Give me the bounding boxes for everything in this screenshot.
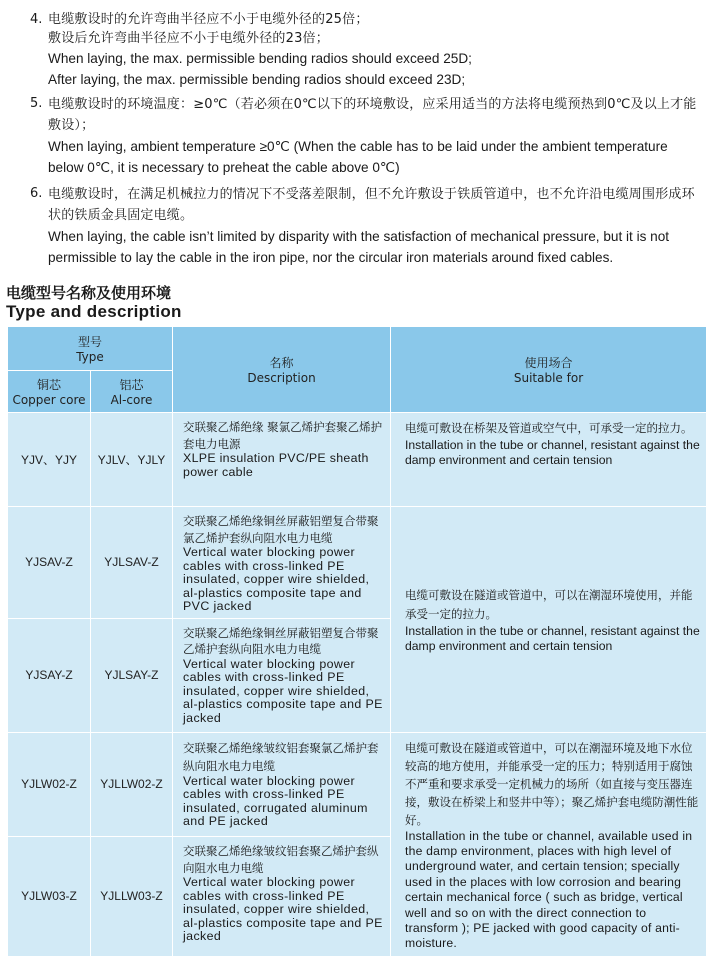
header-copper-core-zh: 铜芯 [36, 378, 61, 392]
note-number: 4. [30, 12, 43, 27]
copper-model: YJSAY-Z [8, 618, 91, 732]
copper-model: YJLW02-Z [8, 732, 91, 837]
description-en: XLPE insulation PVC/PE sheath power cable [183, 451, 369, 479]
note-text-en: After laying, the max. permissible bending radios should exceed 23D; [48, 72, 466, 87]
suitable-for-cell [391, 413, 707, 507]
installation-notes [0, 10, 710, 268]
suitable-for-zh: 电缆可敷设在隧道或管道中，可以在潮湿环境及地下水位较高的地方使用，并能承受一定的压力；特别适用于腐蚀不严重和要求承受一定机械力的场所（如直接与变压器连接，敷设在桥梁上和竖井中等）；聚乙烯护套电缆防潮性能好。 [405, 740, 699, 827]
note-5 [0, 94, 710, 178]
al-model: YJLSAY-Z [91, 618, 173, 732]
table-row [8, 507, 707, 619]
note-text-en: When laying, the cable isn’t limited by disparity with the satisfaction of mechanical pressure, but it is not permissible to lay the cable in the iron pipe, nor the circular iron materials around fixed cables. [48, 229, 670, 265]
description-zh: 交联聚乙烯绝缘皱纹铝套聚乙烯护套纵向阻水电力电缆 [183, 844, 379, 875]
header-al-core-en: Al-core [110, 393, 153, 407]
header-suitable-for-zh: 使用场合 [524, 356, 573, 370]
description-cell [173, 837, 391, 957]
type-description-table [7, 326, 707, 957]
al-model: YJLLW03-Z [91, 837, 173, 957]
note-text-zh: 电缆敷设时的环境温度：≥0℃（若必须在0℃以下的环境敷设，应采用适当的方法将电缆预热到0℃及以上才能敷设）； [48, 97, 697, 133]
note-text-zh: 敷设后允许弯曲半径应不小于电缆外径的23倍； [48, 31, 329, 46]
suitable-for-en: Installation in the tube or channel, available used in the damp environment, places with high level of underground water, and certain tension; specially used in the places with low corrosion and bearing certain mechanical force ( such as bridge, vertical well and so on with the direct connection to transform ); PE jacked with good capacity of anti-moisture. [405, 828, 693, 951]
header-description-en: Description [247, 371, 316, 385]
header-type [8, 327, 173, 371]
table-row [8, 732, 707, 837]
note-text-zh: 电缆敷设时，在满足机械拉力的情况下不受落差限制，但不允许敷设于铁质管道中，也不允许沿电缆周围形成环状的铁质金具固定电缆。 [48, 187, 695, 223]
description-cell [173, 507, 391, 619]
note-text-en: When laying, the max. permissible bending radios should exceed 25D; [48, 51, 472, 66]
description-en: Vertical water blocking power cables with cross-linked PE insulated, copper wire shielded, al-plastics composite tape and PE jacked [183, 656, 383, 725]
header-type-en: Type [76, 350, 104, 364]
table-row [8, 413, 707, 507]
description-cell [173, 413, 391, 507]
description-en: Vertical water blocking power cables with cross-linked PE insulated, copper wire shielded, al-plastics composite tape and PE jacked [183, 875, 383, 943]
description-en: Vertical water blocking power cables with cross-linked PE insulated, copper wire shielded, al-plastics composite tape and PVC jacked [183, 545, 370, 613]
note-text-zh: 电缆敷设时的允许弯曲半径应不小于电缆外径的25倍； [48, 12, 369, 27]
description-zh: 交联聚乙烯绝缘皱纹铝套聚氯乙烯护套纵向阻水电力电缆 [183, 740, 379, 773]
header-description [173, 327, 391, 413]
copper-model: YJV、YJY [8, 413, 91, 507]
header-suitable-for [391, 327, 707, 413]
section-title-zh: 电缆型号名称及使用环境 [6, 284, 172, 302]
description-cell [173, 732, 391, 837]
description-zh: 交联聚乙烯绝缘铜丝屏蔽铝塑复合带聚氯乙烯护套纵向阻水电力电缆 [183, 514, 379, 545]
copper-model: YJLW03-Z [8, 837, 91, 957]
header-type-zh: 型号 [77, 335, 102, 349]
suitable-for-zh: 电缆可敷设在隧道或管道中，可以在潮湿环境使用，并能承受一定的拉力。 [405, 588, 693, 622]
section-title [6, 284, 182, 322]
section-title-en: Type and description [6, 302, 182, 321]
suitable-for-zh: 电缆可敷设在桥架及管道或空气中，可承受一定的拉力。 [405, 421, 693, 435]
al-model: YJLLW02-Z [91, 732, 173, 837]
note-6 [0, 184, 710, 268]
suitable-for-cell [391, 507, 707, 733]
note-number: 6. [30, 186, 43, 201]
description-cell [173, 618, 391, 732]
description-zh: 交联聚乙烯绝缘铜丝屏蔽铝塑复合带聚乙烯护套纵向阻水电力电缆 [183, 625, 379, 656]
description-en: Vertical water blocking power cables with cross-linked PE insulated, corrugated aluminum and PE jacked [183, 773, 368, 828]
note-text-en: When laying, ambient temperature ≥0℃ (When the cable has to be laid under the ambient temperature below 0℃, it is necessary to preheat the cable above 0℃) [48, 139, 668, 175]
header-copper-core-en: Copper core [12, 393, 86, 407]
header-al-core-zh: 铝芯 [119, 378, 144, 392]
note-number: 5. [30, 96, 43, 111]
suitable-for-en: Installation in the tube or channel, resistant against the damp environment and certain tension [405, 624, 700, 654]
suitable-for-en: Installation in the tube or channel, resistant against the damp environment and certain tension [405, 438, 700, 467]
al-model: YJLSAV-Z [91, 507, 173, 619]
header-description-zh: 名称 [269, 356, 294, 370]
header-suitable-for-en: Suitable for [513, 371, 584, 385]
header-copper-core [8, 371, 91, 413]
header-al-core [91, 371, 173, 413]
copper-model: YJSAV-Z [8, 507, 91, 619]
al-model: YJLV、YJLY [91, 413, 173, 507]
note-4 [0, 10, 710, 90]
description-zh: 交联聚乙烯绝缘 聚氯乙烯护套聚乙烯护套电力电源 [183, 420, 383, 451]
suitable-for-cell [391, 732, 707, 956]
